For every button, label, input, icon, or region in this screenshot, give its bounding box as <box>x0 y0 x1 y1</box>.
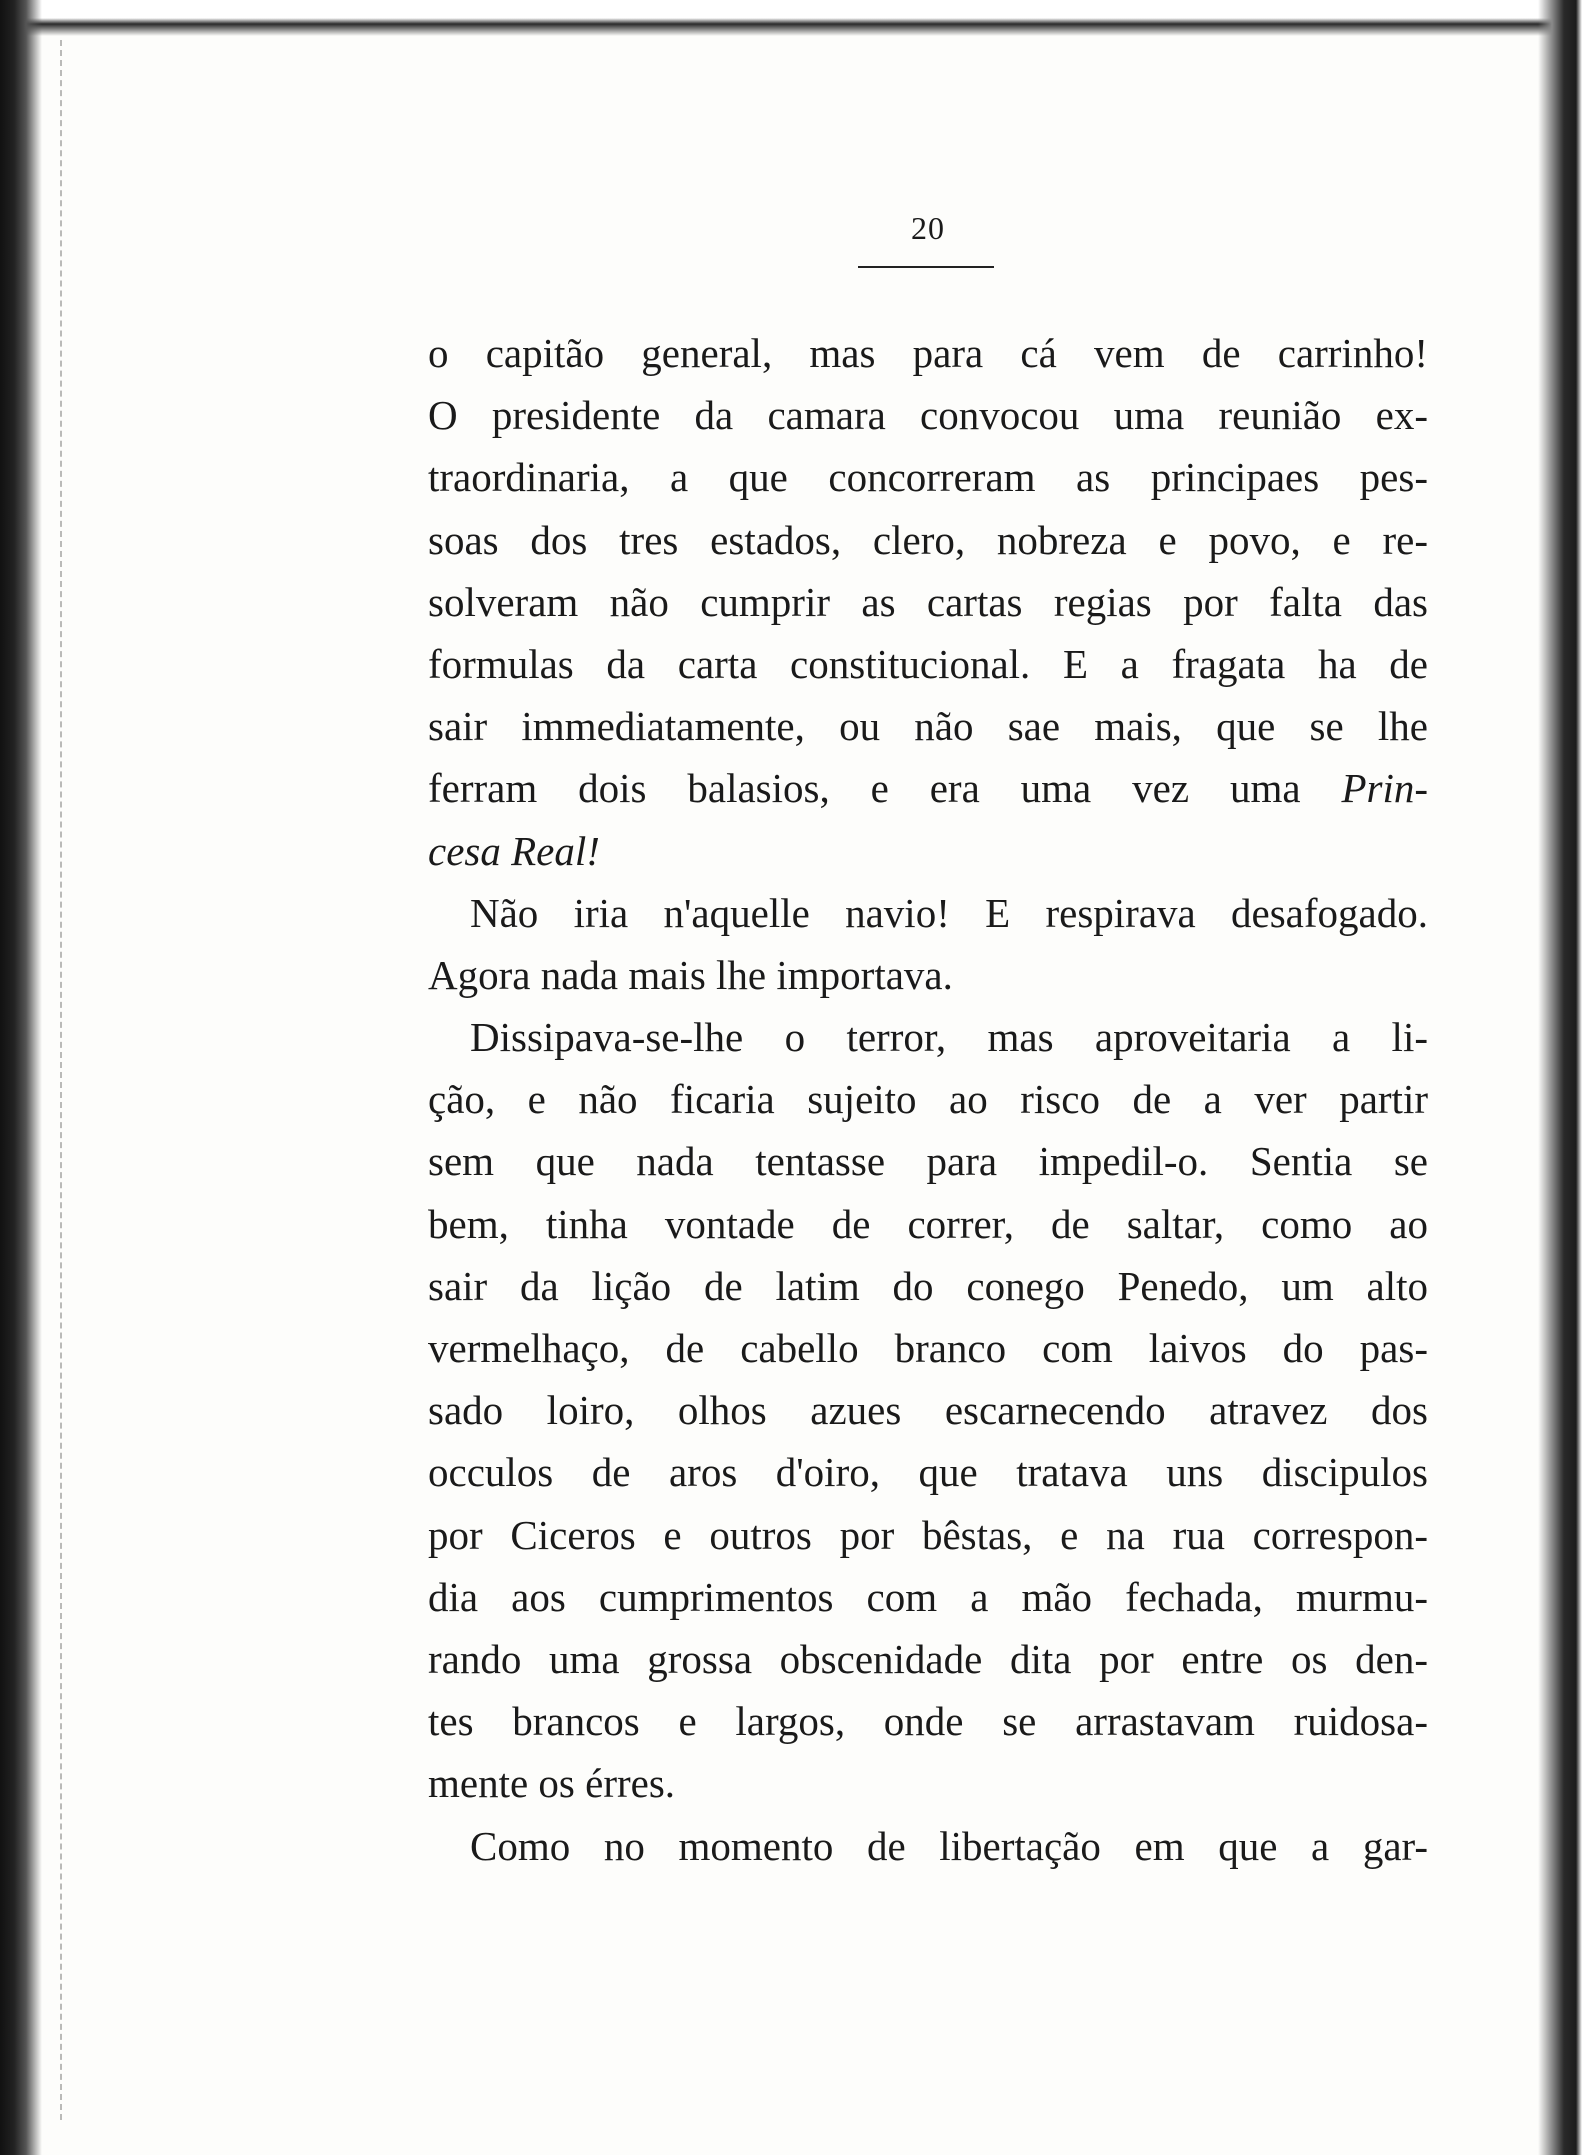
text-line-italic <box>428 820 1428 882</box>
text-line: Agora nada mais lhe importava. <box>428 951 953 998</box>
text-line: tes brancos e largos, onde se arrastavam ruidosa- <box>428 1698 1428 1745</box>
scan-left-margin-marks <box>60 40 132 2120</box>
italic-title-part: Prin- <box>1341 765 1428 812</box>
text-line: Dissipava-se-lhe o terror, mas aproveitaria a li- <box>470 1014 1428 1061</box>
text-line: Como no momento de libertação em que a gar- <box>470 1822 1428 1869</box>
text-line: soas dos tres estados, clero, nobreza e povo, e re- <box>428 516 1428 563</box>
text-line: rando uma grossa obscenidade dita por entre os den- <box>428 1635 1428 1682</box>
text-line: sair da lição de latim do conego Penedo, um alto <box>428 1262 1428 1309</box>
text-line-roman: ferram dois balasios, e era uma vez uma <box>428 765 1301 812</box>
text-line: vermelhaço, de cabello branco com laivos do pas- <box>428 1325 1428 1371</box>
text-line: ção, e não ficaria sujeito ao risco de a ver partir <box>428 1076 1428 1123</box>
text-line: O presidente da camara convocou uma reunião ex- <box>428 392 1428 439</box>
body-text <box>428 322 1428 1877</box>
text-line: Não iria n'aquelle navio! E respirava desafogado. <box>470 889 1428 936</box>
text-line: traordinaria, a que concorreram as principaes pes- <box>428 454 1428 501</box>
text-line: o capitão general, mas para cá vem de carrinho! <box>428 330 1428 376</box>
italic-title-part: cesa Real! <box>428 827 600 874</box>
scan-left-edge <box>0 0 42 2155</box>
text-line: bem, tinha vontade de correr, de saltar, como ao <box>428 1200 1428 1247</box>
page-number: 20 <box>911 210 945 246</box>
scan-right-edge <box>1538 0 1586 2155</box>
header-rule <box>858 266 994 268</box>
text-line: dia aos cumprimentos com a mão fechada, murmu- <box>428 1573 1428 1620</box>
text-line: solveram não cumprir as cartas regias por falta das <box>428 578 1428 625</box>
text-line: sair immediatamente, ou não sae mais, que se lhe <box>428 703 1428 750</box>
text-line: mente os érres. <box>428 1760 676 1807</box>
text-line: sem que nada tentasse para impedil-o. Sentia se <box>428 1138 1428 1185</box>
text-line: sado loiro, olhos azues escarnecendo atravez dos <box>428 1387 1428 1434</box>
text-line-with-italic <box>428 757 1428 819</box>
text-line: formulas da carta constitucional. E a fragata ha de <box>428 640 1428 687</box>
text-line: occulos de aros d'oiro, que tratava uns discipulos <box>428 1449 1428 1496</box>
scan-top-edge <box>0 0 1586 36</box>
text-line: por Ciceros e outros por bêstas, e na rua correspon- <box>428 1511 1428 1558</box>
